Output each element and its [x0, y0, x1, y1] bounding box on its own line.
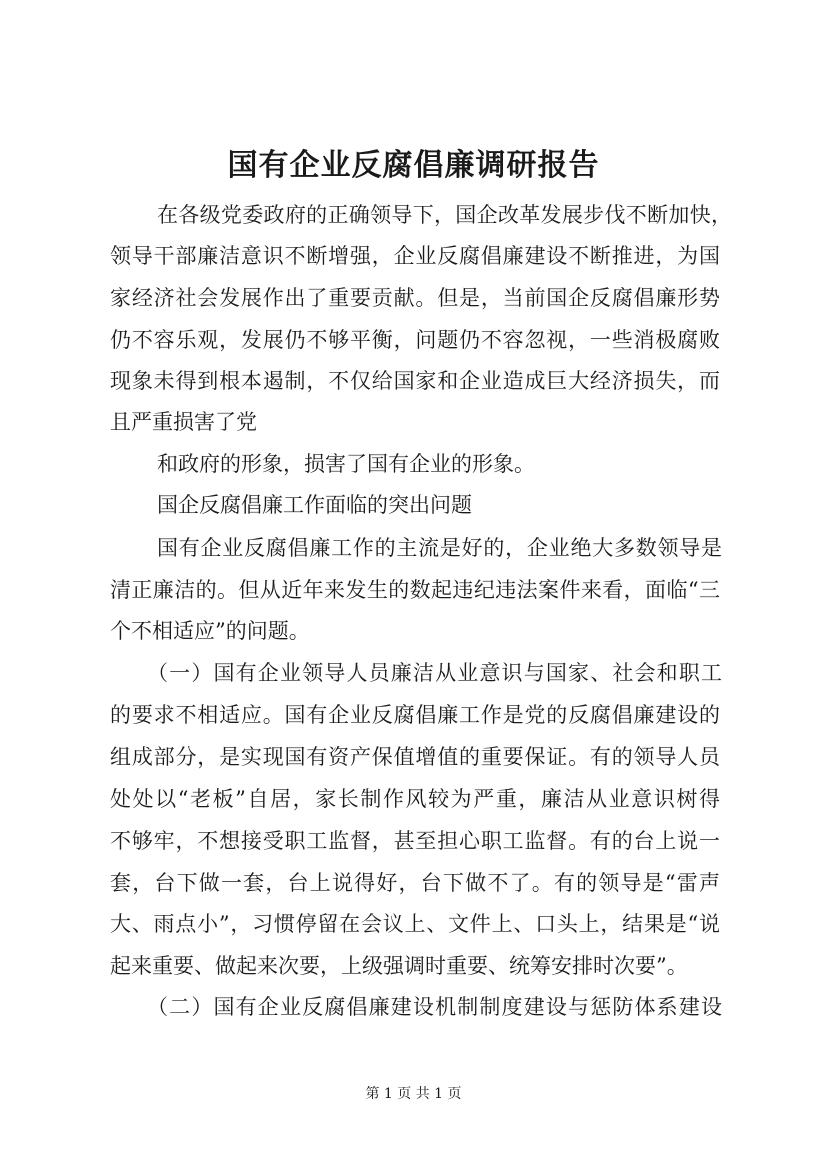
section-heading: 国企反腐倡廉工作面临的突出问题 [157, 493, 472, 517]
document-title: 国有企业反腐倡廉调研报告 [227, 148, 600, 183]
subsection-heading: （二）国有企业反腐倡廉建设机制制度建设与惩防体系建设 [147, 995, 722, 1019]
body-line: 现象未得到根本遏制，不仅给国家和企业造成巨大经济损失，而 [110, 369, 720, 393]
body-line: 家经济社会发展作出了重要贡献。但是，当前国企反腐倡廉形势 [110, 286, 720, 310]
body-line: 起来重要、做起来次要，上级强调时重要、统筹安排时次要”。 [110, 954, 688, 978]
body-line: 个不相适应”的问题。 [110, 619, 310, 643]
page-number-footer: 第 1 页 共 1 页 [365, 1086, 462, 1102]
body-line: 在各级党委政府的正确领导下，国企改革发展步伐不断加快， [157, 203, 732, 227]
body-line: 套，台下做一套，台上说得好，台下做不了。有的领导是“雷声 [110, 871, 720, 895]
body-line: 仍不容乐观，发展仍不够平衡，问题仍不容忽视，一些消极腐败 [110, 328, 720, 352]
body-line: 领导干部廉洁意识不断增强，企业反腐倡廉建设不断推进，为国 [110, 244, 720, 268]
body-line: 国有企业反腐倡廉工作的主流是好的，企业绝大多数领导是 [157, 536, 722, 560]
body-line: 组成部分，是实现国有资产保值增值的重要保证。有的领导人员 [110, 745, 720, 769]
body-line: 的要求不相适应。国有企业反腐倡廉工作是党的反腐倡廉建设的 [110, 703, 720, 727]
body-line: 不够牢，不想接受职工监督，甚至担心职工监督。有的台上说一 [110, 829, 720, 853]
body-line: 清正廉洁的。但从近年来发生的数起违纪违法案件来看，面临“三 [110, 578, 720, 602]
body-line: 处处以“老板”自居，家长制作风较为严重，廉洁从业意识树得 [110, 787, 720, 811]
body-line: 大、雨点小”，习惯停留在会议上、文件上、口头上，结果是“说 [110, 912, 720, 936]
subsection-heading: （一）国有企业领导人员廉洁从业意识与国家、社会和职工 [147, 661, 722, 685]
body-line: 和政府的形象，损害了国有企业的形象。 [157, 452, 535, 476]
body-line: 且严重损害了党 [110, 410, 257, 434]
